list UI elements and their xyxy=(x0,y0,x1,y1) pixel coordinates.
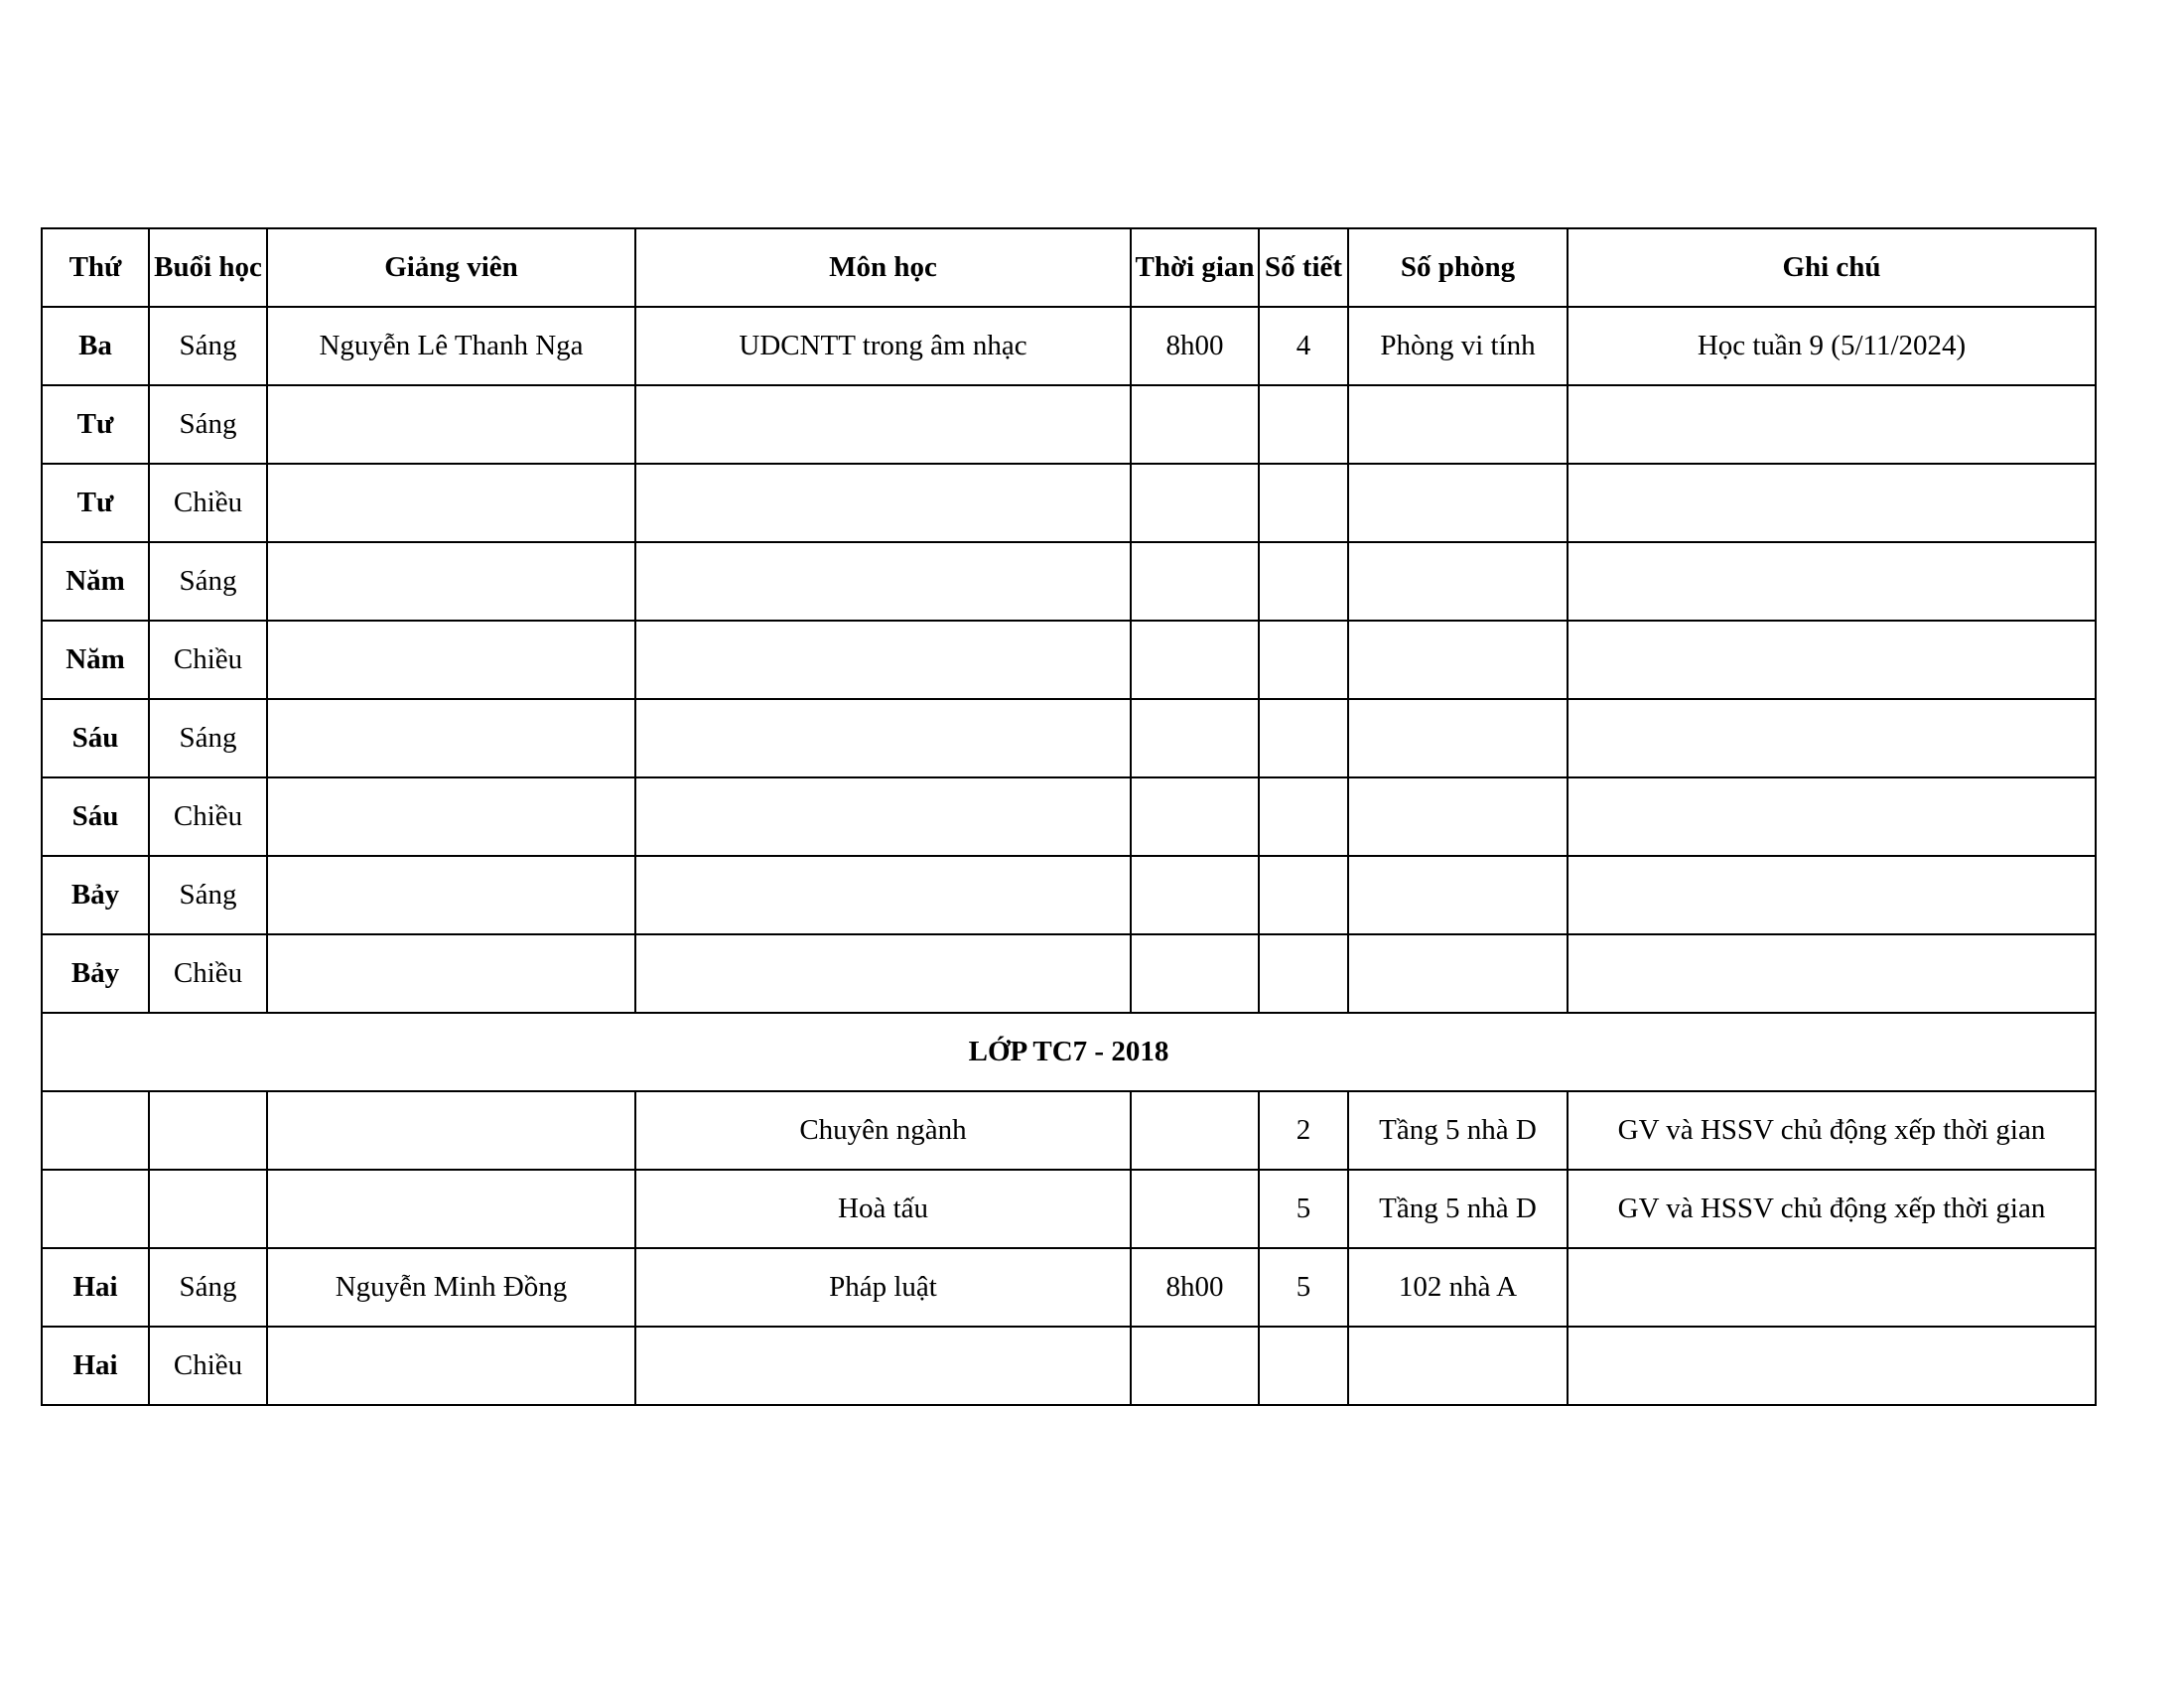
table-row xyxy=(42,464,2096,542)
cell-note: Học tuần 9 (5/11/2024) xyxy=(1568,307,2096,385)
cell-session xyxy=(149,1170,267,1248)
cell-day: Tư xyxy=(42,464,149,542)
table-row xyxy=(42,1170,2096,1248)
cell-note xyxy=(1568,542,2096,621)
cell-periods xyxy=(1259,856,1348,934)
section-title-row xyxy=(42,1013,2096,1091)
header-lecturer: Giảng viên xyxy=(267,228,635,307)
cell-time xyxy=(1131,856,1259,934)
cell-periods xyxy=(1259,1327,1348,1405)
schedule-body xyxy=(42,307,2096,1013)
cell-lecturer xyxy=(267,542,635,621)
table-row xyxy=(42,542,2096,621)
cell-room xyxy=(1348,621,1568,699)
cell-periods xyxy=(1259,934,1348,1013)
header-subject: Môn học xyxy=(635,228,1131,307)
cell-day: Hai xyxy=(42,1327,149,1405)
cell-day: Sáu xyxy=(42,699,149,777)
cell-room xyxy=(1348,856,1568,934)
table-row xyxy=(42,1248,2096,1327)
header-session: Buổi học xyxy=(149,228,267,307)
cell-lecturer: Nguyễn Minh Đồng xyxy=(267,1248,635,1327)
cell-periods xyxy=(1259,542,1348,621)
cell-day: Tư xyxy=(42,385,149,464)
cell-note xyxy=(1568,385,2096,464)
cell-day xyxy=(42,1170,149,1248)
cell-session: Chiều xyxy=(149,464,267,542)
cell-subject xyxy=(635,385,1131,464)
cell-periods: 2 xyxy=(1259,1091,1348,1170)
table-row xyxy=(42,934,2096,1013)
cell-note xyxy=(1568,777,2096,856)
cell-room xyxy=(1348,1327,1568,1405)
cell-session: Sáng xyxy=(149,699,267,777)
cell-periods: 5 xyxy=(1259,1248,1348,1327)
table-row xyxy=(42,856,2096,934)
cell-session: Chiều xyxy=(149,621,267,699)
cell-periods xyxy=(1259,621,1348,699)
cell-note xyxy=(1568,1248,2096,1327)
cell-day xyxy=(42,1091,149,1170)
cell-lecturer xyxy=(267,856,635,934)
cell-time xyxy=(1131,699,1259,777)
cell-lecturer xyxy=(267,934,635,1013)
cell-room: Tầng 5 nhà D xyxy=(1348,1170,1568,1248)
table-row xyxy=(42,1091,2096,1170)
cell-lecturer xyxy=(267,1170,635,1248)
cell-lecturer xyxy=(267,699,635,777)
cell-day: Ba xyxy=(42,307,149,385)
cell-subject xyxy=(635,1327,1131,1405)
table-row xyxy=(42,621,2096,699)
cell-note xyxy=(1568,856,2096,934)
cell-day: Năm xyxy=(42,621,149,699)
cell-session: Chiều xyxy=(149,934,267,1013)
cell-session xyxy=(149,1091,267,1170)
cell-time xyxy=(1131,464,1259,542)
cell-lecturer xyxy=(267,1327,635,1405)
cell-room xyxy=(1348,385,1568,464)
cell-time xyxy=(1131,1091,1259,1170)
cell-note xyxy=(1568,1327,2096,1405)
cell-room xyxy=(1348,777,1568,856)
cell-note: GV và HSSV chủ động xếp thời gian xyxy=(1568,1091,2096,1170)
cell-day: Sáu xyxy=(42,777,149,856)
cell-note xyxy=(1568,699,2096,777)
cell-note: GV và HSSV chủ động xếp thời gian xyxy=(1568,1170,2096,1248)
header-periods: Số tiết xyxy=(1259,228,1348,307)
cell-room xyxy=(1348,464,1568,542)
section-body xyxy=(42,1091,2096,1405)
cell-session: Sáng xyxy=(149,542,267,621)
cell-lecturer: Nguyễn Lê Thanh Nga xyxy=(267,307,635,385)
cell-note xyxy=(1568,464,2096,542)
table-row xyxy=(42,1327,2096,1405)
cell-periods: 5 xyxy=(1259,1170,1348,1248)
header-row xyxy=(42,228,2096,307)
table-row xyxy=(42,385,2096,464)
cell-subject xyxy=(635,856,1131,934)
cell-session: Sáng xyxy=(149,385,267,464)
table-row xyxy=(42,777,2096,856)
cell-subject xyxy=(635,934,1131,1013)
cell-session: Sáng xyxy=(149,1248,267,1327)
cell-lecturer xyxy=(267,1091,635,1170)
header-day: Thứ xyxy=(42,228,149,307)
cell-room: 102 nhà A xyxy=(1348,1248,1568,1327)
cell-time xyxy=(1131,934,1259,1013)
cell-time: 8h00 xyxy=(1131,1248,1259,1327)
cell-subject xyxy=(635,542,1131,621)
section-title: LỚP TC7 - 2018 xyxy=(42,1013,2096,1091)
cell-subject: Pháp luật xyxy=(635,1248,1131,1327)
cell-session: Sáng xyxy=(149,856,267,934)
table-row xyxy=(42,699,2096,777)
cell-time xyxy=(1131,385,1259,464)
cell-periods xyxy=(1259,777,1348,856)
cell-note xyxy=(1568,934,2096,1013)
cell-subject xyxy=(635,699,1131,777)
cell-time xyxy=(1131,621,1259,699)
cell-room xyxy=(1348,934,1568,1013)
cell-lecturer xyxy=(267,621,635,699)
schedule-table xyxy=(41,227,2097,1406)
header-note: Ghi chú xyxy=(1568,228,2096,307)
cell-session: Chiều xyxy=(149,1327,267,1405)
cell-day: Bảy xyxy=(42,856,149,934)
header-room: Số phòng xyxy=(1348,228,1568,307)
cell-time xyxy=(1131,1327,1259,1405)
cell-time xyxy=(1131,542,1259,621)
cell-day: Năm xyxy=(42,542,149,621)
cell-room: Phòng vi tính xyxy=(1348,307,1568,385)
cell-session: Chiều xyxy=(149,777,267,856)
cell-room: Tầng 5 nhà D xyxy=(1348,1091,1568,1170)
cell-periods xyxy=(1259,464,1348,542)
section-header xyxy=(42,1013,2096,1091)
cell-periods xyxy=(1259,385,1348,464)
cell-note xyxy=(1568,621,2096,699)
cell-lecturer xyxy=(267,464,635,542)
cell-subject xyxy=(635,621,1131,699)
cell-subject: UDCNTT trong âm nhạc xyxy=(635,307,1131,385)
cell-subject xyxy=(635,777,1131,856)
cell-time xyxy=(1131,1170,1259,1248)
cell-room xyxy=(1348,542,1568,621)
cell-lecturer xyxy=(267,385,635,464)
cell-lecturer xyxy=(267,777,635,856)
cell-room xyxy=(1348,699,1568,777)
cell-day: Bảy xyxy=(42,934,149,1013)
cell-time xyxy=(1131,777,1259,856)
cell-day: Hai xyxy=(42,1248,149,1327)
cell-subject xyxy=(635,464,1131,542)
header-time: Thời gian xyxy=(1131,228,1259,307)
cell-subject: Chuyên ngành xyxy=(635,1091,1131,1170)
table-row xyxy=(42,307,2096,385)
cell-periods xyxy=(1259,699,1348,777)
cell-periods: 4 xyxy=(1259,307,1348,385)
cell-session: Sáng xyxy=(149,307,267,385)
cell-subject: Hoà tấu xyxy=(635,1170,1131,1248)
cell-time: 8h00 xyxy=(1131,307,1259,385)
